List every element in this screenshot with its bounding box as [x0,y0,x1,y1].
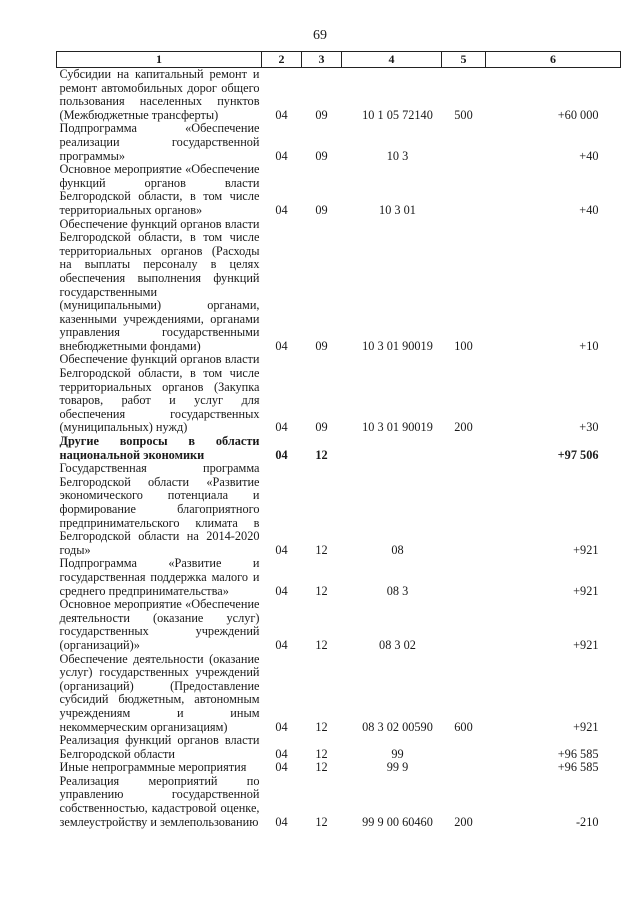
row-subsection-code: 12 [315,719,328,734]
row-target-article: 99 9 00 60460 [362,814,433,829]
row-description: Основное мероприятие «Обеспечение функций органов власти Белгородской области, в том числе территориальных органов» [59,162,260,217]
row-description: Основное мероприятие «Обеспечение деятельности (оказание услуг) государственных учреждений (организаций)» [59,597,260,652]
row-expense-type [442,734,486,761]
row-section-code: 04 [275,746,288,761]
table-body [57,68,621,830]
row-description: Реализация мероприятий по управлению государственной собственностью, кадастровой оценке, землеустройству и землепользованию [59,773,260,829]
row-amount: +96 585 [557,760,599,775]
table-row [57,761,621,775]
row-description: Иные непрограммные мероприятия [59,760,247,775]
row-target-article: 10 3 01 90019 [362,338,433,353]
row-description: Обеспечение деятельности (оказание услуг) государственных учреждений (организаций) (Предоставление субсидий бюджетным, автономным учреждениям и иным некоммерческим организациям) [59,651,260,734]
table-row [57,734,621,761]
table-row [57,557,621,598]
row-amount: +30 [579,420,599,435]
row-section-code: 04 [275,447,288,462]
row-expense-type [442,163,486,217]
table-row [57,653,621,735]
row-amount: +40 [579,202,599,217]
row-subsection-code: 12 [315,760,328,775]
row-section-code: 04 [275,814,288,829]
row-section-code: 04 [275,338,288,353]
budget-table [56,51,621,829]
table-header [57,52,621,68]
row-expense-type [442,761,486,775]
row-target-article: 08 3 02 [379,637,416,652]
row-description: Подпрограмма «Обеспечение реализации государственной программы» [59,121,260,163]
row-amount: +40 [579,148,599,163]
row-description: Субсидии на капитальный ремонт и ремонт автомобильных дорог общего пользования населенных пунктов (Межбюджетные трансферты) [59,67,260,122]
table-row [57,68,621,123]
row-subsection-code: 09 [315,202,328,217]
row-expense-type: 100 [454,338,473,353]
row-expense-type [442,435,486,462]
column-header-5: 5 [442,52,486,68]
header-row [57,52,621,68]
table-row [57,163,621,217]
row-subsection-code: 12 [315,746,328,761]
row-expense-type [442,557,486,598]
row-section-code: 04 [275,760,288,775]
row-expense-type: 200 [454,420,473,435]
row-section-code: 04 [275,542,288,557]
row-target-article: 10 3 [386,148,409,163]
row-amount: +97 506 [557,447,599,462]
row-amount: +921 [573,583,599,598]
column-header-6: 6 [486,52,621,68]
row-subsection-code: 12 [315,447,328,462]
row-section-code: 04 [275,637,288,652]
row-subsection-code: 12 [315,583,328,598]
row-amount: +96 585 [557,746,599,761]
row-amount: +921 [573,637,599,652]
row-description: Реализация функций органов власти Белгородской области [59,733,260,761]
table-row [57,435,621,462]
table-row [57,462,621,557]
row-description: Обеспечение функций органов власти Белгородской области, в том числе территориальных органов (Расходы на выплаты персоналу в целях обеспечения выполнения функций государственными (муниципальными) органами, казенными учреждениями, органами управления государственными внебюджетными фондами) [59,216,260,353]
row-subsection-code: 09 [315,338,328,353]
row-target-article: 10 3 01 90019 [362,420,433,435]
row-section-code: 04 [275,719,288,734]
row-section-code: 04 [275,148,288,163]
row-expense-type: 500 [454,107,473,122]
row-expense-type [442,598,486,652]
row-target-article: 10 1 05 72140 [362,107,433,122]
row-description: Обеспечение функций органов власти Белгородской области, в том числе территориальных органов (Закупка товаров, работ и услуг для обеспечения государственных (муниципальных) нужд) [59,352,260,435]
row-target-article: 99 9 [386,760,409,775]
column-header-4: 4 [342,52,442,68]
row-amount: +921 [573,719,599,734]
row-target-article: 10 3 01 [379,202,416,217]
table-row [57,122,621,163]
row-section-code: 04 [275,420,288,435]
row-amount: +921 [573,542,599,557]
row-description: Другие вопросы в области национальной экономики [59,434,260,462]
row-expense-type [442,122,486,163]
row-section-code: 04 [275,107,288,122]
row-section-code: 04 [275,202,288,217]
row-description: Государственная программа Белгородской области «Развитие экономического потенциала и формирование благоприятного предпринимательского климата в Белгородской области на 2014-2020 годы» [59,461,260,557]
row-subsection-code: 09 [315,107,328,122]
column-header-2: 2 [262,52,302,68]
column-header-1: 1 [57,52,262,68]
table-row [57,218,621,354]
row-amount: +60 000 [557,107,599,122]
row-expense-type: 600 [454,719,473,734]
table-row [57,775,621,829]
column-header-3: 3 [302,52,342,68]
row-target-article: 99 [391,746,404,761]
row-subsection-code: 12 [315,637,328,652]
row-target-article: 08 3 02 00590 [362,719,433,734]
row-amount: -210 [575,814,599,829]
row-expense-type: 200 [454,814,473,829]
row-subsection-code: 12 [315,542,328,557]
row-subsection-code: 12 [315,814,328,829]
row-target-article: 08 [391,542,404,557]
row-target-article: 08 3 [386,583,409,598]
row-subsection-code: 09 [315,148,328,163]
page-number: 69 [313,28,327,43]
row-amount: +10 [579,338,599,353]
row-target-article [342,435,442,462]
table-row [57,353,621,435]
row-description: Подпрограмма «Развитие и государственная поддержка малого и среднего предпринимательства» [59,556,260,598]
row-section-code: 04 [275,583,288,598]
table-row [57,598,621,652]
row-subsection-code: 09 [315,420,328,435]
row-expense-type [442,462,486,557]
